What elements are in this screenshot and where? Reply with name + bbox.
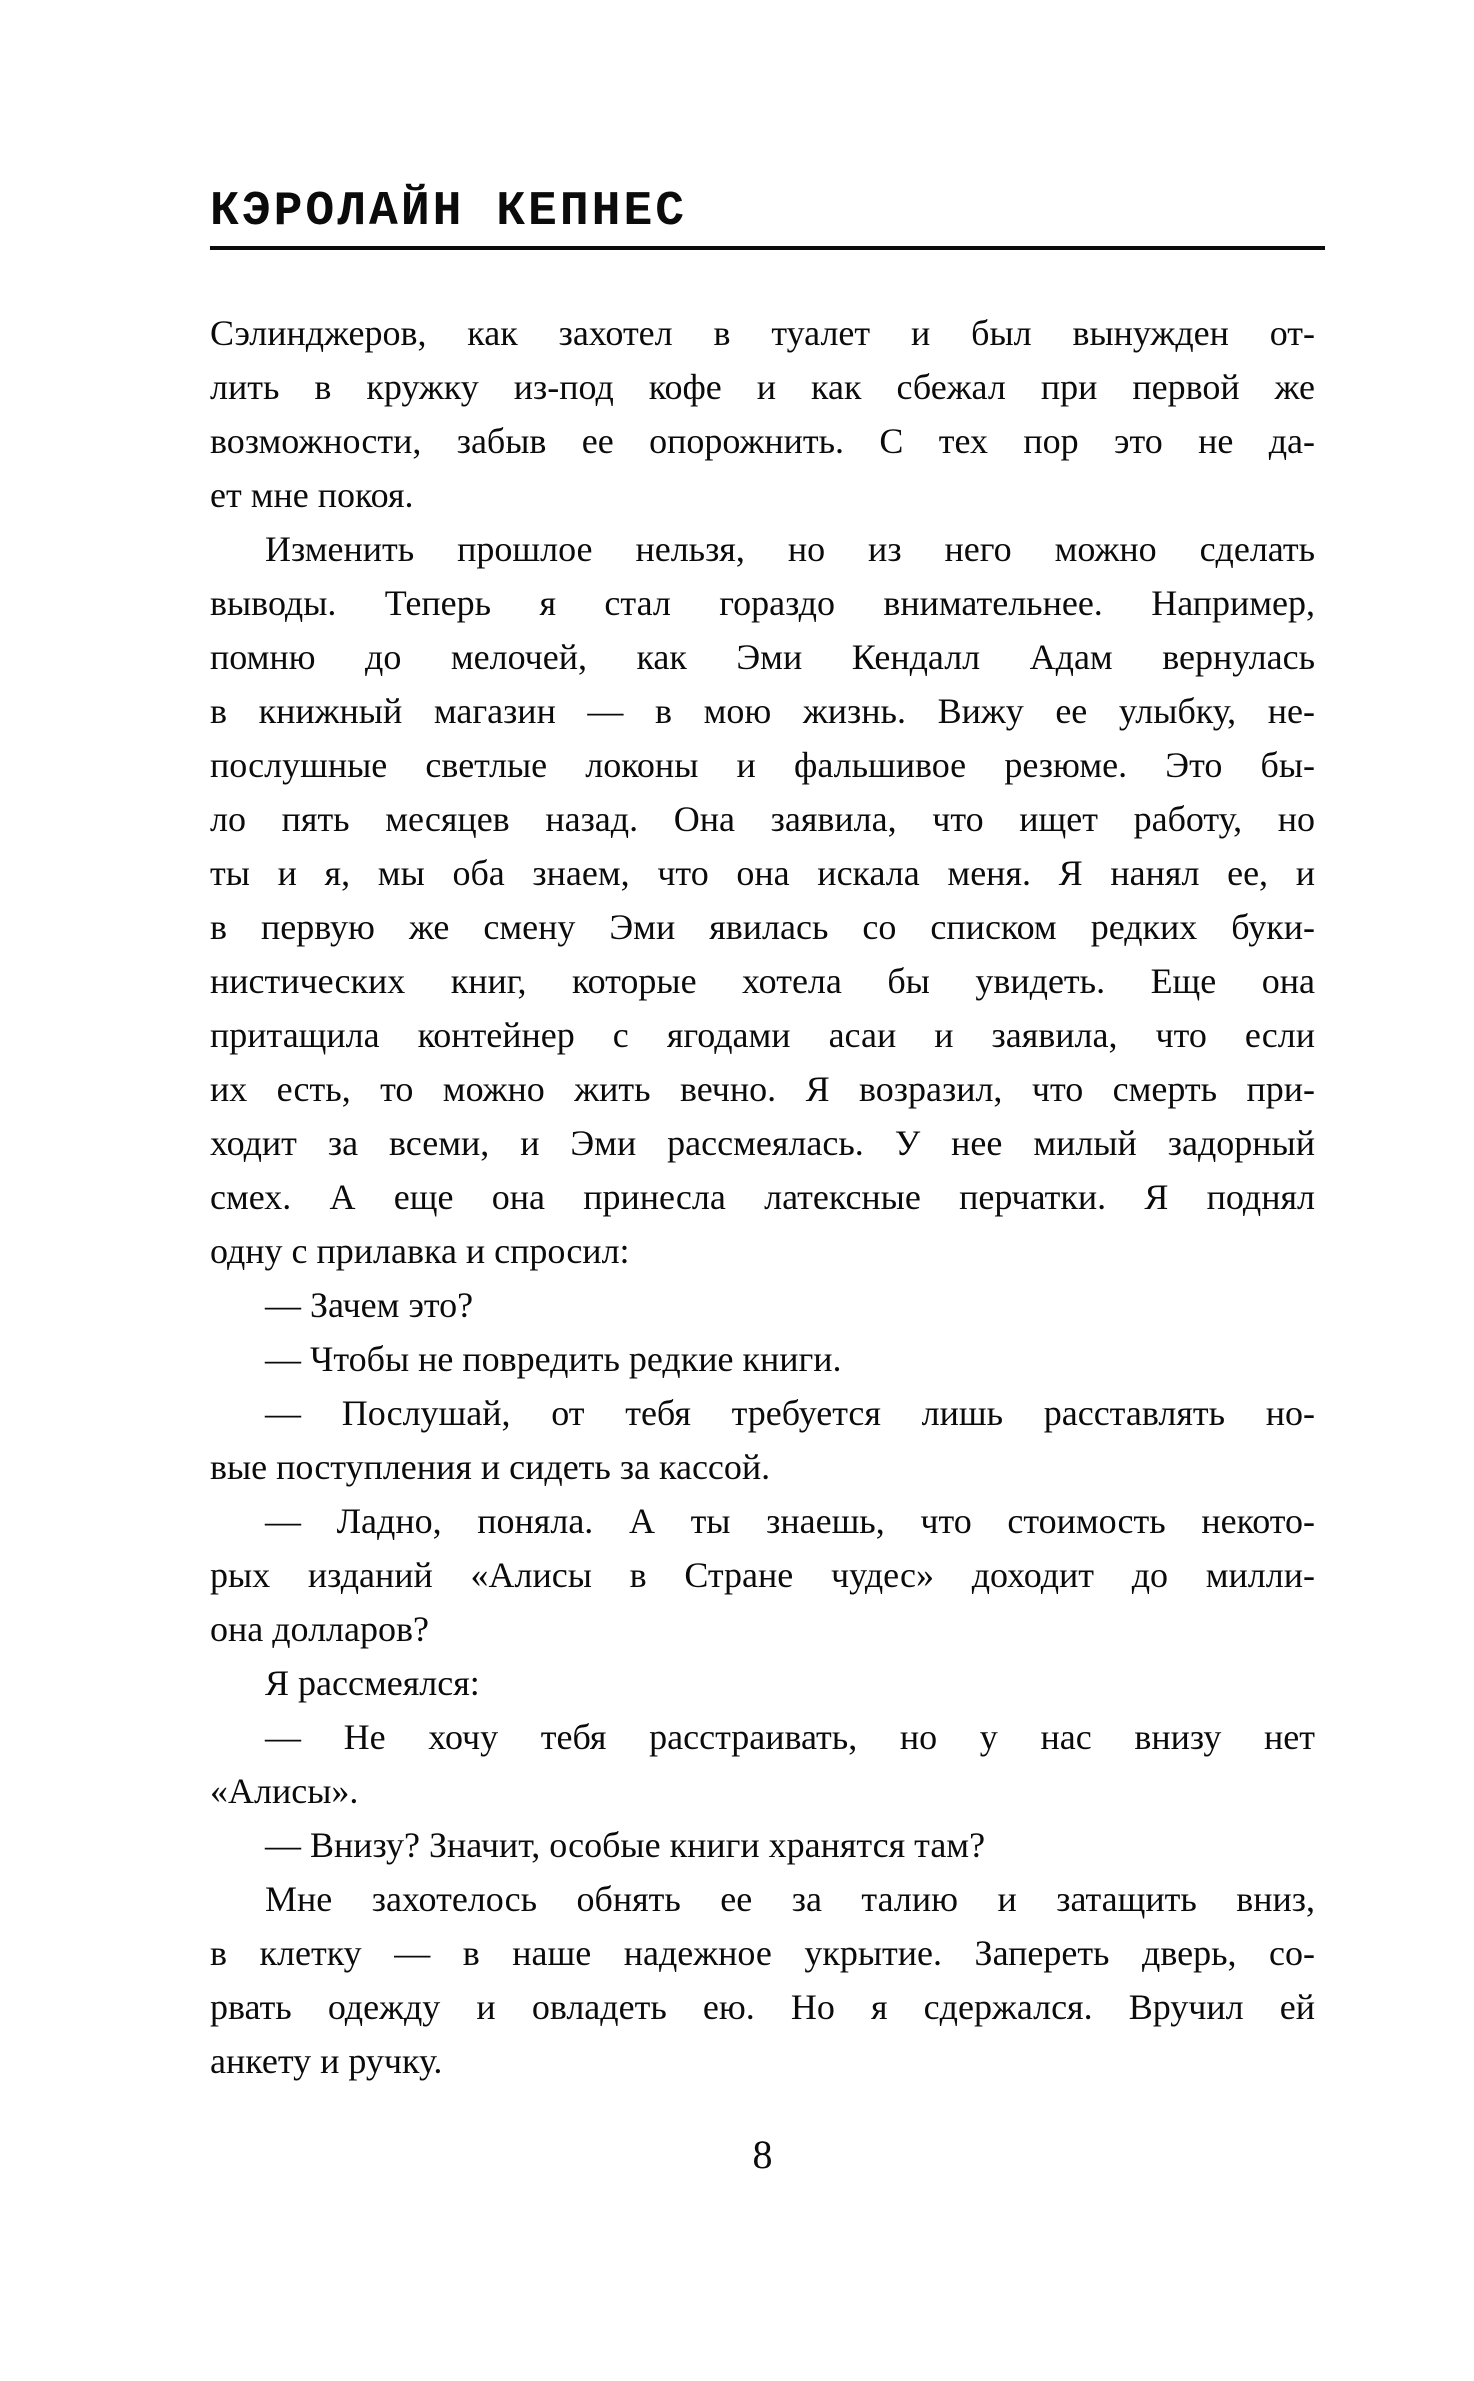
body-text [210,306,1315,2088]
text-line: в клетку — в наше надежное укрытие. Запереть дверь, со- [210,1933,1315,1973]
text-line: — Не хочу тебя расстраивать, но у нас внизу нет [265,1717,1315,1757]
text-line: — Послушай, от тебя требуется лишь расставлять но- [265,1393,1315,1433]
text-line: она долларов? [210,1609,429,1649]
text-line: их есть, то можно жить вечно. Я возразил, что смерть при- [210,1069,1315,1109]
text-line: ет мне покоя. [210,475,414,515]
text-line: — Зачем это? [265,1285,474,1325]
page-number: 8 [752,2132,773,2177]
text-line: лить в кружку из-под кофе и как сбежал при первой же [210,367,1315,407]
text-line: — Ладно, поняла. А ты знаешь, что стоимость некото- [265,1501,1315,1541]
text-line: в книжный магазин — в мою жизнь. Вижу ее улыбку, не- [210,691,1315,731]
text-line: Я рассмеялся: [265,1663,480,1703]
text-line: одну с прилавка и спросил: [210,1231,630,1271]
text-line: ты и я, мы оба знаем, что она искала меня. Я нанял ее, и [210,853,1315,893]
text-line: «Алисы». [210,1771,359,1811]
text-line: вые поступления и сидеть за кассой. [210,1447,771,1487]
text-line: притащила контейнер с ягодами асаи и заявила, что если [210,1015,1315,1055]
text-line: — Внизу? Значит, особые книги хранятся там? [265,1825,986,1865]
text-line: возможности, забыв ее опорожнить. С тех пор это не да- [210,421,1315,461]
text-line: Изменить прошлое нельзя, но из него можно сделать [265,529,1315,569]
author-running-header: КЭРОЛАЙН КЕПНЕС [210,186,1325,250]
text-line: смех. А еще она принесла латексные перчатки. Я поднял [210,1177,1315,1217]
text-line: в первую же смену Эми явилась со списком редких буки- [210,907,1315,947]
text-line: рвать одежду и овладеть ею. Но я сдержался. Вручил ей [210,1987,1315,2027]
text-line: помню до мелочей, как Эми Кендалл Адам вернулась [210,637,1315,677]
text-line: ходит за всеми, и Эми рассмеялась. У нее милый задорный [210,1123,1315,1163]
text-line: нистических книг, которые хотела бы увидеть. Еще она [210,961,1315,1001]
text-line: Мне захотелось обнять ее за талию и затащить вниз, [265,1879,1315,1919]
text-line: анкету и ручку. [210,2041,443,2081]
text-line: Сэлинджеров, как захотел в туалет и был вынужден от- [210,313,1315,353]
text-line: выводы. Теперь я стал гораздо внимательнее. Например, [210,583,1315,623]
text-line: — Чтобы не повредить редкие книги. [265,1339,842,1379]
text-line: послушные светлые локоны и фальшивое резюме. Это бы- [210,745,1315,785]
text-line: ло пять месяцев назад. Она заявила, что ищет работу, но [210,799,1315,839]
text-line: рых изданий «Алисы в Стране чудес» доходит до милли- [210,1555,1315,1595]
